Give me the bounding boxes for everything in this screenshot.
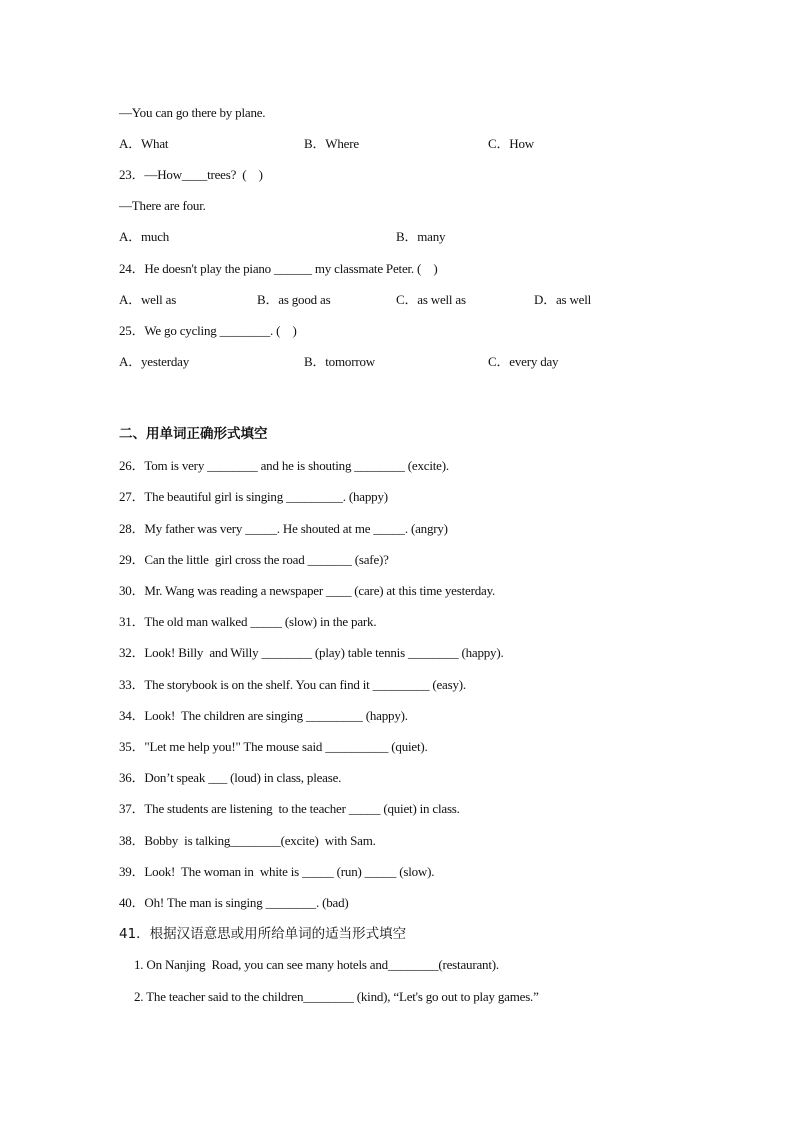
section2-item: 26．Tom is very ________ and he is shouting ________ (excite).: [119, 458, 449, 473]
q24-option-a: A．well as: [119, 292, 177, 307]
q25-option-a: A．yesterday: [119, 354, 189, 369]
q41-heading: 41．根据汉语意思或用所给单词的适当形式填空: [119, 926, 407, 942]
q24-option-d: D．as well: [534, 292, 592, 307]
section2-item: 37．The students are listening to the teacher _____ (quiet) in class.: [119, 801, 460, 816]
q41-item: 1. On Nanjing Road, you can see many hotels and________(restaurant).: [134, 957, 499, 972]
q23-option-b: B．many: [396, 229, 446, 244]
section2-item: 39．Look! The woman in white is _____ (run) _____ (slow).: [119, 864, 435, 879]
section2-item: 27．The beautiful girl is singing _________. (happy): [119, 489, 388, 504]
q22-option-c: C．How: [488, 136, 534, 151]
q25-option-c: C．every day: [488, 354, 559, 369]
q41-item: 2. The teacher said to the children________ (kind), “Let's go out to play games.”: [134, 989, 539, 1004]
q25-question: 25．We go cycling ________. ( ): [119, 323, 297, 338]
q25-option-b: B．tomorrow: [304, 354, 375, 369]
q23-option-a: A．much: [119, 229, 170, 244]
q24-question: 24．He doesn't play the piano ______ my classmate Peter. ( ): [119, 261, 438, 276]
section2-item: 32．Look! Billy and Willy ________ (play) table tennis ________ (happy).: [119, 645, 504, 660]
q23-question: 23．—How____trees? ( ): [119, 167, 263, 182]
q22-option-b: B．Where: [304, 136, 359, 151]
q22-option-a: A．What: [119, 136, 169, 151]
section2-item: 33．The storybook is on the shelf. You can find it _________ (easy).: [119, 677, 466, 692]
section2-item: 34．Look! The children are singing _________ (happy).: [119, 708, 408, 723]
q22-answer-line: —You can go there by plane.: [119, 105, 266, 120]
section2-item: 31．The old man walked _____ (slow) in the park.: [119, 614, 377, 629]
section2-item: 28．My father was very _____. He shouted at me _____. (angry): [119, 521, 448, 536]
q24-option-b: B．as good as: [257, 292, 331, 307]
section2-item: 29．Can the little girl cross the road _______ (safe)?: [119, 552, 389, 567]
section2-item: 40．Oh! The man is singing ________. (bad): [119, 895, 349, 910]
section2-item: 38．Bobby is talking________(excite) with Sam.: [119, 833, 376, 848]
section2-item: 35．"Let me help you!" The mouse said __________ (quiet).: [119, 739, 428, 754]
q24-option-c: C．as well as: [396, 292, 466, 307]
section2-item: 30．Mr. Wang was reading a newspaper ____ (care) at this time yesterday.: [119, 583, 496, 598]
section2-heading: 二、用单词正确形式填空: [119, 426, 268, 442]
q23-answer-line: —There are four.: [119, 198, 206, 213]
section2-item: 36．Don’t speak ___ (loud) in class, please.: [119, 770, 342, 785]
